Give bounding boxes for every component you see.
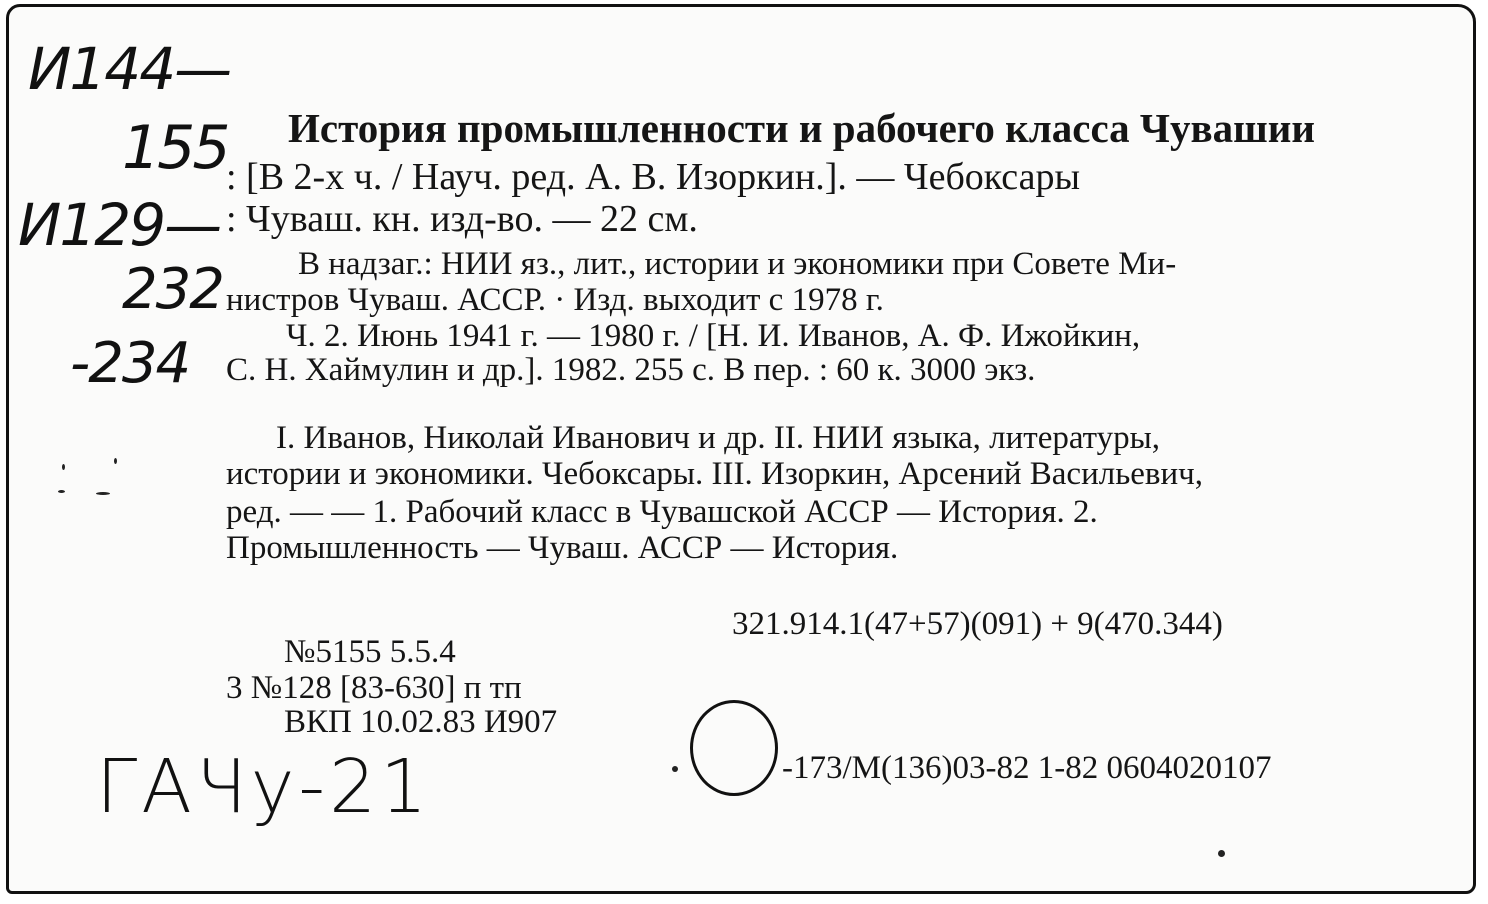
handwritten-code-line4: 232: [122, 257, 223, 322]
handwritten-code-line3: И129—: [18, 191, 221, 259]
scan-speck: [114, 458, 117, 464]
scan-speck: [96, 492, 110, 495]
classification-code: 321.914.1(47+57)(091) + 9(470.344): [732, 606, 1223, 642]
code-line: -173/М(136)03-82 1-82 0604020107: [782, 750, 1272, 786]
scan-speck: [1218, 850, 1225, 857]
handwritten-archive-mark: ГАЧу-21: [96, 744, 432, 830]
tracings-line4: Промышленность — Чуваш. АССР — История.: [226, 530, 899, 566]
registry-line2: 3 №128 [83-630] п тп: [226, 670, 522, 706]
tracings-line3: ред. — — 1. Рабочий класс в Чувашской АССР — История. 2.: [226, 494, 1098, 530]
tracings-line2: истории и экономики. Чебоксары. III. Изоркин, Арсений Васильевич,: [226, 456, 1203, 492]
handwritten-code-line5: -234: [70, 331, 190, 396]
entry-note-line2: нистров Чуваш. АССР. · Изд. выходит с 1978 г.: [226, 282, 884, 318]
handwritten-code-line2: 155: [122, 113, 228, 183]
handwritten-code-line1: И144—: [28, 35, 231, 103]
entry-note-line1: В надзаг.: НИИ яз., лит., истории и экономики при Совете Ми-: [298, 246, 1177, 282]
registry-line1: №5155 5.5.4: [284, 634, 456, 670]
scan-speck: [672, 766, 678, 772]
scan-speck: [58, 490, 65, 493]
entry-publisher-line: : Чуваш. кн. изд-во. — 22 см.: [226, 198, 698, 240]
circle-stamp-icon: [690, 700, 778, 796]
registry-line3: ВКП 10.02.83 И907: [284, 704, 558, 740]
entry-title: История промышленности и рабочего класса Чувашии: [288, 105, 1316, 151]
tracings-line1: I. Иванов, Николай Иванович и др. II. НИИ языка, литературы,: [276, 420, 1161, 456]
scan-speck: [62, 464, 65, 470]
entry-part-line1: Ч. 2. Июнь 1941 г. — 1980 г. / [Н. И. Иванов, А. Ф. Ижойкин,: [286, 318, 1141, 354]
entry-publication-line: : [В 2-х ч. / Науч. ред. А. В. Изоркин.]. — Чебоксары: [226, 156, 1081, 198]
entry-part-line2: С. Н. Хаймулин и др.]. 1982. 255 с. В пер. : 60 к. 3000 экз.: [226, 352, 1036, 388]
